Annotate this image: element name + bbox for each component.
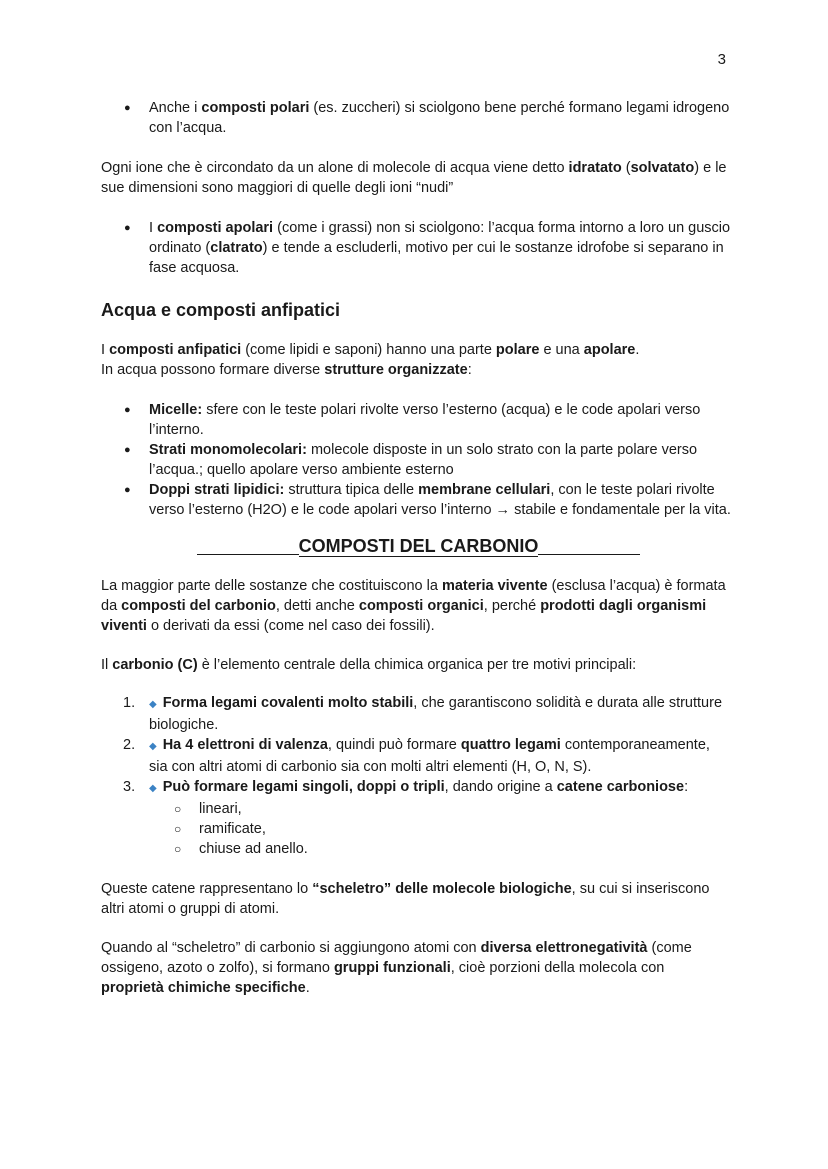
text-run: I (149, 220, 158, 236)
title-underline-right (538, 554, 640, 555)
text-run: . (635, 342, 640, 358)
bold-text: materia vivente (441, 578, 548, 594)
text-run: (come i grassi) non si sciolgono: l’acqua forma intorno a loro un guscio ordinato ( (149, 220, 731, 256)
bold-text: prodotti dagli organismi viventi (101, 598, 707, 634)
numbered-item (101, 693, 731, 735)
text-run: : (467, 362, 472, 378)
bullet-item (101, 480, 731, 520)
bullet-item (101, 440, 731, 480)
paragraph-scheletro (101, 879, 731, 919)
numbered-item (101, 735, 731, 777)
bold-text: catene carboniose (556, 779, 685, 795)
bold-text: gruppi funzionali (333, 960, 451, 976)
bold-text: Forma legami covalenti molto stabili (162, 695, 414, 711)
bold-text: Può formare legami singoli, doppi o tripli (162, 779, 445, 795)
paragraph-anfipatici-1 (101, 340, 731, 360)
bold-text: “scheletro” delle molecole biologiche (312, 881, 572, 897)
bullet-item (101, 98, 731, 138)
blue-diamond-icon: ◆ (149, 699, 157, 710)
text-run: sfere con le teste polari rivolte verso l’esterno (acqua) e le code apolari verso l’interno. (149, 402, 701, 438)
text-run: Queste catene rappresentano lo (101, 881, 313, 897)
text-run: o derivati da essi (come nel caso dei fossili). (146, 618, 435, 634)
text-run: , dando origine a (444, 779, 557, 795)
section-title-composti-carbonio (101, 534, 731, 558)
numbered-list-motivi (101, 693, 731, 859)
bold-text: quattro legami (460, 737, 561, 753)
bold-text: strutture organizzate (324, 362, 468, 378)
bullet-list-strutture (101, 400, 731, 520)
title-underline-left (197, 554, 299, 555)
text-run: ( (621, 160, 631, 176)
paragraph-carbonio (101, 655, 731, 675)
text-run: In acqua possono formare diverse (101, 362, 325, 378)
text-run: , quindi può formare (327, 737, 461, 753)
text-run: (es. zuccheri) si sciolgono bene perché formano legami idrogeno con l’acqua. (149, 100, 730, 136)
bullet-list-apolari (101, 218, 731, 278)
bold-text: composti polari (201, 100, 310, 116)
text-run: (esclusa l’acqua) è formata da (101, 578, 726, 614)
document-body (101, 98, 731, 998)
text-run: struttura tipica delle (284, 482, 419, 498)
bold-text: composti apolari (157, 220, 274, 236)
bold-text: polare (495, 342, 540, 358)
bold-text: composti organici (358, 598, 484, 614)
text-run: , che garantiscono solidità e durata alle strutture biologiche. (149, 695, 723, 733)
blue-diamond-icon: ◆ (149, 783, 157, 794)
paragraph-ione (101, 158, 731, 198)
paragraph-anfipatici-2 (101, 360, 731, 380)
text-run: (come ossigeno, azoto o zolfo), si formano (101, 940, 692, 976)
section-title-text: COMPOSTI DEL CARBONIO (298, 536, 539, 556)
bullet-item (101, 218, 731, 278)
text-run: è l’elemento centrale della chimica organica per tre motivi principali: (197, 657, 637, 673)
bold-text: Strati monomolecolari: (149, 442, 307, 458)
text-run: e una (539, 342, 584, 358)
text-run: Quando al “scheletro” di carbonio si aggiungono atomi con (101, 940, 481, 956)
sub-list-item: ○ lineari, (149, 799, 731, 819)
text-run: , con le teste polari rivolte verso l’esterno (H2O) e le code apolari verso l’interno → stabile e fondamentale per la vita. (149, 482, 731, 518)
sub-list-item: ○ ramificate, (149, 819, 731, 839)
bullet-list-polari (101, 98, 731, 138)
text-run: ) e le sue dimensioni sono maggiori di quelle degli ioni “nudi” (101, 160, 727, 196)
text-run: ) e tende a escluderli, motivo per cui le sostanze idrofobe si separano in fase acquosa. (149, 240, 724, 276)
bold-text: apolare (583, 342, 636, 358)
text-run: I (101, 342, 110, 358)
sub-list-item: ○ chiuse ad anello. (149, 839, 731, 859)
bold-text: composti del carbonio (121, 598, 276, 614)
bold-text: solvatato (630, 160, 695, 176)
bold-text: composti anfipatici (109, 342, 242, 358)
bullet-item (101, 400, 731, 440)
text-run: , detti anche (275, 598, 359, 614)
blue-diamond-icon: ◆ (149, 741, 157, 752)
text-run: (come lipidi e saponi) hanno una parte (241, 342, 496, 358)
bold-text: proprietà chimiche specifiche (101, 980, 306, 996)
item-number: 1. (123, 695, 136, 711)
text-run: molecole disposte in un solo strato con la parte polare verso l’acqua.; quello apolare verso ambiente esterno (149, 442, 698, 478)
item-number: 2. (123, 737, 136, 753)
bold-text: carbonio (C) (112, 657, 198, 673)
text-run: , su cui si inseriscono altri atomi o gruppi di atomi. (101, 881, 710, 917)
text-run: . (305, 980, 310, 996)
bold-text: idratato (568, 160, 622, 176)
text-run: : (684, 779, 689, 795)
bold-text: Doppi strati lipidici: (149, 482, 285, 498)
numbered-item (101, 777, 731, 859)
sub-list (149, 799, 731, 859)
text-run: contemporaneamente, sia con altri atomi di carbonio sia con molti altri elementi (H, O, N, S). (149, 737, 710, 775)
paragraph-materia-vivente (101, 576, 731, 636)
bold-text: Micelle: (149, 402, 203, 418)
heading-anfipatici: Acqua e composti anfipatici (101, 300, 341, 320)
text-run: , cioè porzioni della molecola con (450, 960, 665, 976)
bold-text: membrane cellulari (418, 482, 551, 498)
bold-text: Ha 4 elettroni di valenza (162, 737, 328, 753)
bold-text: clatrato (210, 240, 263, 256)
text-run: Il (101, 657, 113, 673)
text-run: , perché (483, 598, 541, 614)
paragraph-gruppi-funzionali (101, 938, 731, 998)
bold-text: diversa elettronegatività (480, 940, 648, 956)
text-run: Ogni ione che è circondato da un alone di molecole di acqua viene detto (101, 160, 569, 176)
text-run: Anche i (149, 100, 202, 116)
text-run: La maggior parte delle sostanze che costituiscono la (101, 578, 442, 594)
page-number: 3 (717, 51, 726, 68)
item-number: 3. (123, 779, 136, 795)
